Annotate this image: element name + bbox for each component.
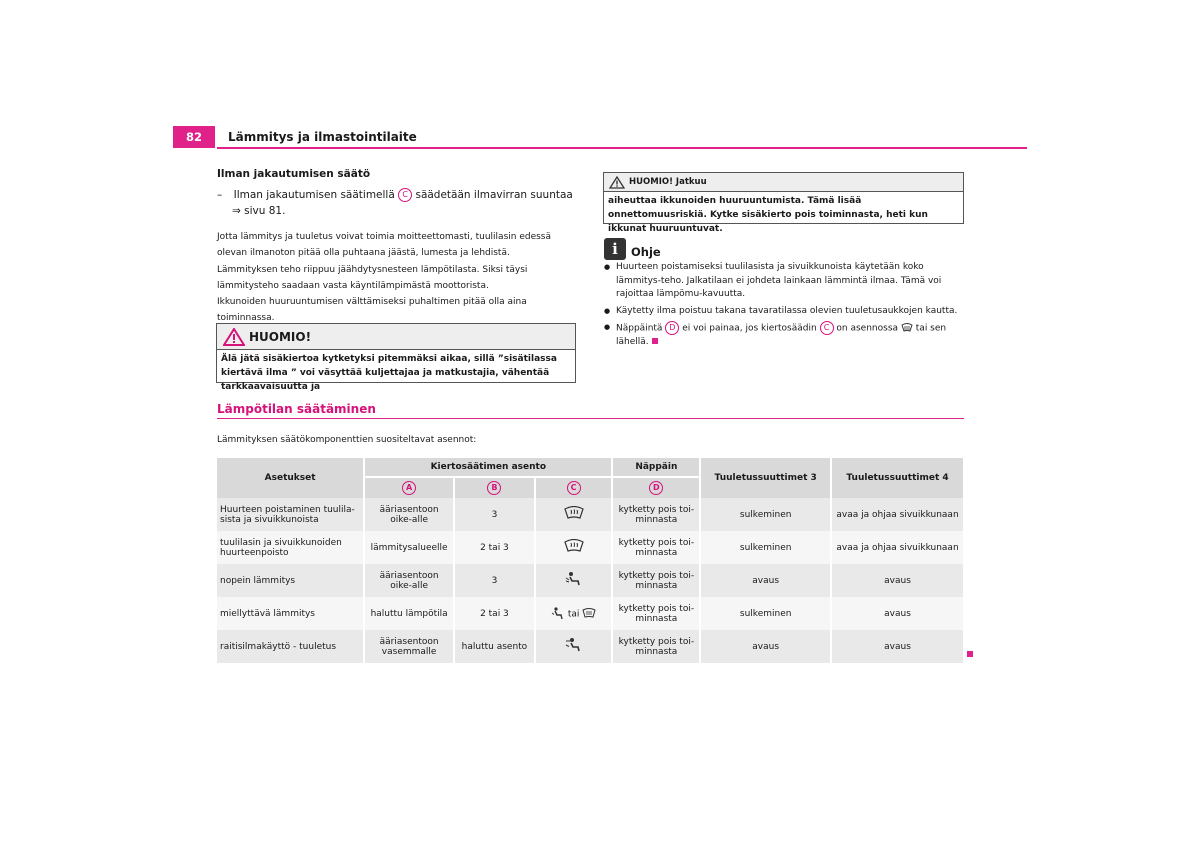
note-item <box>604 261 966 302</box>
cell-c <box>536 498 612 531</box>
windshield-defrost-icon <box>564 506 584 520</box>
cell-b: haluttu asento <box>455 630 534 663</box>
chapter-title: Lämmitys ja ilmastointilaite <box>228 130 417 144</box>
note-title: Ohje <box>631 245 661 259</box>
cell-vent3: sulkeminen <box>701 597 830 630</box>
table-row <box>217 531 963 564</box>
header-divider <box>217 147 1027 149</box>
warning-triangle-icon <box>223 328 245 346</box>
cell-a: ääriasentoon oike-alle <box>365 564 453 597</box>
note3-part: on asennossa <box>836 323 899 334</box>
cell-vent4: avaus <box>832 630 963 663</box>
step-text: Ilman jakautumisen säätimellä <box>233 189 395 201</box>
cell-c <box>536 564 612 597</box>
cell-c <box>536 630 612 663</box>
cell-b: 3 <box>455 498 534 531</box>
control-ref-c: C <box>820 321 834 335</box>
paragraph-fogging: Ikkunoiden huuruuntumisen välttämiseksi puhaltimen pitää olla aina toiminnassa. <box>217 297 527 323</box>
page-reference-link[interactable]: ⇒ sivu 81. <box>232 205 286 217</box>
warning-header <box>217 324 575 350</box>
windshield-defrost-icon <box>582 608 596 619</box>
header-vent-3: Tuuletussuuttimet 3 <box>701 458 830 498</box>
cell-c-text: tai <box>567 609 580 619</box>
cell-d: kytketty pois toi-minnasta <box>613 630 699 663</box>
warning-box <box>216 323 576 392</box>
warning-text: Älä jätä sisäkiertoa kytketyksi pitemmäksi aikaa, sillä ”sisätilassa kiertävä ilma ” voi väsyttää kuljettajaa ja matkustajia, vähentää tarkkaavaisuutta ja <box>221 354 557 392</box>
cell-a: ääriasentoon oike-alle <box>365 498 453 531</box>
header-button: Näppäin <box>613 458 699 478</box>
cell-setting: raitisilmakäyttö - tuuletus <box>217 630 363 663</box>
page-number: 82 <box>173 126 215 148</box>
cell-d: kytketty pois toi-minnasta <box>613 531 699 564</box>
section-divider <box>217 418 964 419</box>
warning-continued-title: HUOMIO! Jatkuu <box>629 177 707 187</box>
cell-d: kytketty pois toi-minnasta <box>613 564 699 597</box>
cell-vent4: avaus <box>832 564 963 597</box>
face-footwell-icon <box>564 637 584 653</box>
cell-setting: miellyttävä lämmitys <box>217 597 363 630</box>
warning-continued-text: aiheuttaa ikkunoiden huuruuntumista. Tämä lisää onnettomuusriskiä. Kytke sisäkierto pois toiminnasta, heti kun ikkunat huuruuntuvat. <box>608 196 928 234</box>
table-row <box>217 498 963 531</box>
table-row <box>217 564 963 597</box>
cell-setting: Huurteen poistaminen tuulila-sista ja sivuikkunoista <box>217 498 363 531</box>
footwell-icon <box>564 571 584 587</box>
header-vent-4: Tuuletussuuttimet 4 <box>832 458 963 498</box>
bullet-dot: ● <box>604 263 611 271</box>
warning-continued-box <box>603 172 964 234</box>
note-item <box>604 305 966 319</box>
warning-continued-header <box>604 173 963 192</box>
instruction-step <box>217 187 577 203</box>
cell-c <box>536 597 612 630</box>
cell-b: 2 tai 3 <box>455 597 534 630</box>
control-ref-c: C <box>398 188 412 202</box>
paragraph-heating-power: Lämmityksen teho riippuu jäähdytysnesteen lämpötilasta. Siksi täysi lämmitysteho saadaan vasta käyntilämpimästä moottorista. <box>217 265 528 291</box>
cell-d: kytketty pois toi-minnasta <box>613 597 699 630</box>
control-ref-c: C <box>567 481 581 495</box>
cell-vent3: sulkeminen <box>701 531 830 564</box>
table-row <box>217 630 963 663</box>
note-text: Huurteen poistamiseksi tuulilasista ja sivuikkunoista käytetään koko lämmitys-teho. Jalkatilaan ei johdeta lainkaan lämmintä ilmaa. Tämä voi rajoittaa lämpömu-kavuutta. <box>616 262 942 299</box>
end-marker <box>652 338 658 344</box>
control-ref-b: B <box>487 481 501 495</box>
bullet-dot: ● <box>604 323 611 331</box>
note3-part: Näppäintä <box>616 323 663 334</box>
section-title-air-distribution: Ilman jakautumisen säätö <box>217 168 371 180</box>
cell-a: ääriasentoon vasemmalle <box>365 630 453 663</box>
cell-vent3: sulkeminen <box>701 498 830 531</box>
note3-part: tai sen lähellä. <box>616 323 947 347</box>
control-ref-d: D <box>665 321 679 335</box>
header-settings: Asetukset <box>217 458 363 498</box>
footwell-icon <box>551 607 565 621</box>
table-intro: Lämmityksen säätökomponenttien suositeltavat asennot: <box>217 435 477 445</box>
header-rotary: Kiertosäätimen asento <box>365 458 611 478</box>
cell-b: 2 tai 3 <box>455 531 534 564</box>
cell-vent4: avaa ja ohjaa sivuikkunaan <box>832 531 963 564</box>
cell-d: kytketty pois toi-minnasta <box>613 498 699 531</box>
cell-setting: nopein lämmitys <box>217 564 363 597</box>
windshield-defrost-icon <box>901 323 913 333</box>
bullet-dot: ● <box>604 306 611 315</box>
windshield-defrost-icon <box>564 539 584 553</box>
note-item <box>604 321 966 350</box>
note-text: Käytetty ilma poistuu takana tavaratilassa olevien tuuletusaukkojen kautta. <box>616 305 958 316</box>
note-text <box>616 321 966 350</box>
cell-vent3: avaus <box>701 630 830 663</box>
cell-a: lämmitysalueelle <box>365 531 453 564</box>
note-list <box>604 261 966 350</box>
cell-b: 3 <box>455 564 534 597</box>
cell-c <box>536 531 612 564</box>
control-ref-d: D <box>649 481 663 495</box>
paragraph-air-intake: Jotta lämmitys ja tuuletus voivat toimia moitteettomasti, tuulilasin edessä olevan ilmanoton pitää olla puhtaana jäästä, lumesta ja lehdistä. <box>217 232 552 258</box>
warning-triangle-icon <box>609 176 625 189</box>
note3-part: ei voi painaa, jos kiertosäädin <box>682 323 817 334</box>
control-ref-a: A <box>402 481 416 495</box>
cell-a: haluttu lämpötila <box>365 597 453 630</box>
cell-setting: tuulilasin ja sivuikkunoiden huurteenpoisto <box>217 531 363 564</box>
end-marker <box>967 651 973 657</box>
table-row <box>217 597 963 630</box>
step-text-cont: säädetään ilmavirran suuntaa <box>415 189 573 201</box>
dash-bullet: – <box>217 189 223 201</box>
settings-table <box>215 458 965 663</box>
info-icon: i <box>604 238 626 260</box>
warning-title: HUOMIO! <box>249 329 312 344</box>
section-title-temperature: Lämpötilan säätäminen <box>217 402 376 416</box>
cell-vent4: avaus <box>832 597 963 630</box>
cell-vent3: avaus <box>701 564 830 597</box>
cell-vent4: avaa ja ohjaa sivuikkunaan <box>832 498 963 531</box>
